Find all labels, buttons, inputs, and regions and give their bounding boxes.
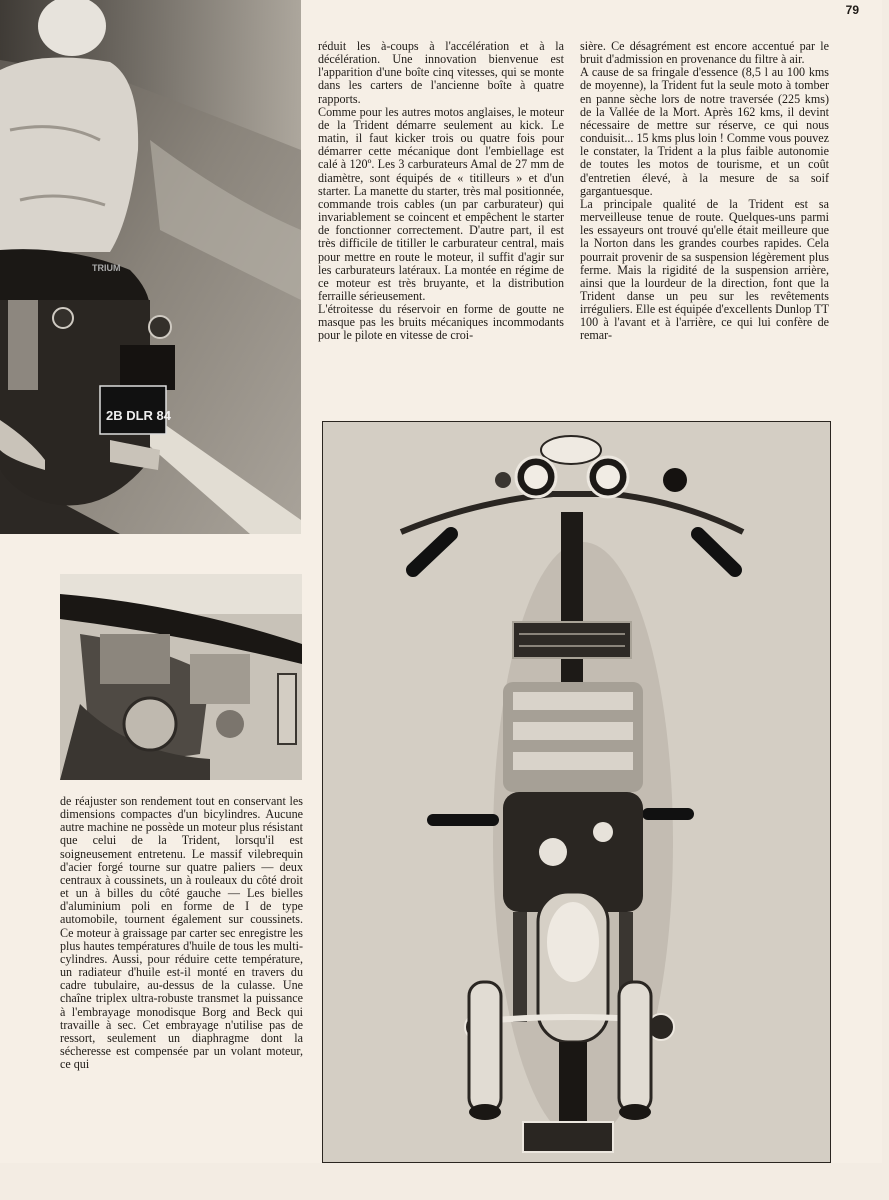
page-number: 79	[845, 3, 859, 17]
paragraph: Comme pour les autres motos anglaises, le moteur de la Trident démarre seulement au kick. Le matin, il faut kicker trois ou quatre fois pour démarrer cette mécanique dont l'embiellage est calé à 120º. Les 3 carburateurs Amal de 27 mm de diamètre, sont équipés de « titilleurs » et d'un starter. La manette du starter, très mal positionnée, commande trois cables (un par carburateur) qui invariablement se coincent et empêchent le starter de fonctionner correctement. D'autre part, il est très difficile de titiller le carburateur central, mais pour mettre en route le moteur, il suffit d'agir sur les carburateurs latéraux. La montée en régime de ce moteur est très bruyante, et la distribution ferraille sérieusement.	[318, 104, 564, 303]
engine-photo-drawing	[60, 574, 302, 780]
paragraph: sière. Ce désagrément est encore accentué par le bruit d'admission en provenance du filtre à air.	[580, 39, 829, 67]
overhead-bike-photo	[322, 421, 831, 1163]
article-column-top-middle	[318, 40, 564, 343]
rider-photo	[0, 0, 301, 534]
paragraph: L'étroitesse du réservoir en forme de goutte ne masque pas les bruits mécaniques incommodants pour le pilote en vitesse de croi-	[318, 302, 564, 343]
article-column-bottom-left	[60, 795, 303, 1071]
paragraph: A cause de sa fringale d'essence (8,5 l au 100 kms de moyenne), la Trident fut la seule moto à tomber en panne sèche lors de notre traversée (225 kms) de la Vallée de la Mort. Après 162 kms, il devint nécessaire de mettre sur réserve, ce qui nous conduisit... 15 kms plus loin ! Comme vous pouvez le constater, la Trident a la plus faible autonomie de toutes les motos de tourisme, et un coût d'entretien élevé, à la mesure de sa soif gargantuesque.	[580, 65, 829, 198]
rider-photo-drawing	[0, 0, 301, 534]
license-plate: 2B DLR 84	[106, 408, 172, 423]
paragraph: réduit les à-coups à l'accélération et à la décélération. Une innovation bienvenue est l'apparition d'une boîte cinq vitesses, qui se monte dans les carters de l'ancienne boîte à quatre rapports.	[318, 39, 564, 106]
overhead-bike-drawing	[323, 422, 830, 1162]
tank-badge: TRIUM	[92, 263, 121, 273]
engine-photo	[60, 574, 302, 780]
article-column-top-right	[580, 40, 829, 343]
paragraph: de réajuster son rendement tout en conservant les dimensions compactes d'un bicylindres. Aucune autre machine ne possède un moteur plus résistant que celui de la Trident, lorsqu'il est soigneusement entretenu. Le massif vilebrequin d'acier forgé tourne sur quatre paliers — deux centraux à coussinets, un à rouleaux du côté droit et un à billes du côté gauche — Les bielles d'aluminium poli en forme de I de type automobile, tournent également sur coussinets. Ce moteur à graissage par carter sec enregistre les plus hautes températures d'huile de tous les multi-cylindres. Aussi, pour réduire cette température, un radiateur d'huile est-il monté en travers du cadre tubulaire, au-dessus de la culasse. Une chaîne triplex ultra-robuste transmet la puissance à l'embrayage monodisque Borg and Beck qui travaille à sec. Cet embrayage n'utilise pas de ressort, seulement un diaphragme dont la sécheresse est compensée par un volant moteur, ce qui	[60, 794, 303, 1072]
paragraph: La principale qualité de la Trident est sa merveilleuse tenue de route. Quelques-uns parmi les essayeurs ont trouvé qu'elle était meilleure que la Norton dans les grandes courbes rapides. Cela pourrait provenir de sa suspension légèrement plus ferme. Mais la rigidité de la suspension arrière, ainsi que la lourdeur de la direction, font que la Trident danse un peu sur les revêtements irréguliers. Elle est équipée d'excellents Dunlop TT 100 à l'avant et à l'arrière, ce qui lui confère de remar-	[580, 196, 829, 343]
